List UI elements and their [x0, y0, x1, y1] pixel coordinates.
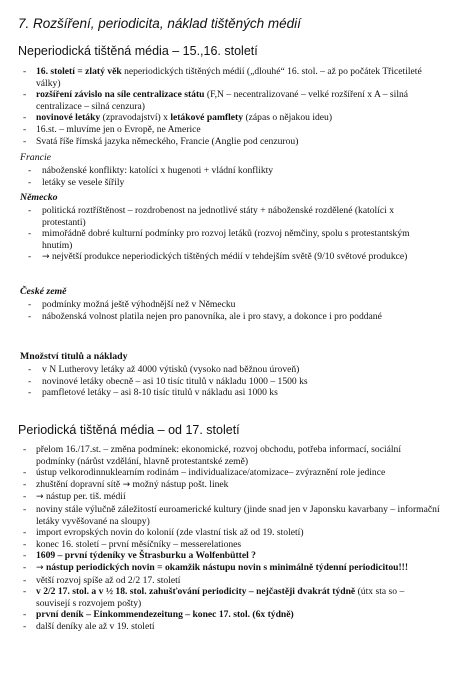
list-item	[20, 491, 440, 504]
list-item	[20, 562, 440, 575]
bold-text: nástup periodických novin = okamžik nástupu novin s minimálně týdenní periodicitou!!!	[43, 561, 409, 573]
item-text: největší produkce neperiodických tištěných médií v tehdejším světě (9/10 světové produkce)	[49, 251, 408, 263]
list-item	[20, 467, 440, 479]
germany-list	[20, 205, 440, 264]
list-item	[20, 586, 440, 609]
item-text: konec 16. století – první měsíčníky – messerelationes	[36, 538, 242, 550]
bold-text: první deník – Einkommendezeitung – konec 17. stol. (6x týdně)	[36, 609, 294, 621]
item-text: (útx sta so – souvisejí s rozvojem pošty)	[36, 586, 405, 609]
item-text: import evropských novin do kolonií (zde vlastní tisk až od 19. století)	[36, 527, 304, 539]
list-item: - náboženské konflikty: katolíci x hugenoti + vládní konflikty	[20, 165, 440, 177]
item-text: větší rozvoj spíše až od 2/2 17. století	[36, 574, 181, 586]
bold-text: letákové pamflety	[170, 112, 244, 124]
bold-text: rozšíření závislo na síle centralizace státu	[36, 89, 205, 101]
page-title: 7. Rozšíření, periodicita, náklad tištěných médií	[18, 16, 301, 31]
item-text: možný nástup pošt. linek	[130, 478, 229, 490]
list-item: - mimořádně dobré kulturní podmínky pro rozvoj letáků (rozvoj němčiny, spolu s protestantským hnutím)	[20, 228, 440, 251]
amounts-list	[20, 364, 440, 399]
list-item	[20, 136, 440, 148]
bold-text: 1609 – první týdeníky ve Štrasburku a Wolfenbüttel ?	[36, 550, 256, 562]
list-item: - politická roztříštěnost – rozdrobenost na jednotlivé státy + náboženské rozdělené (katolíci x protestanti)	[20, 205, 440, 228]
list-item	[20, 575, 440, 587]
periodic-list	[20, 444, 440, 633]
list-item	[20, 124, 440, 136]
list-item	[20, 66, 440, 89]
item-text: zhuštění dopravní sítě	[36, 478, 123, 490]
subheading-germany: Německo	[20, 192, 58, 203]
list-item	[20, 444, 440, 467]
list-item: - novinové letáky obecně – asi 10 tisíc titulů v nákladu 1000 – 1500 ks	[20, 376, 440, 388]
item-text: neperiodických tištěných médií („dlouhé“ 16. stol. – až po počátek Třicetileté války)	[36, 66, 422, 89]
nonperiodic-list	[20, 66, 440, 147]
item-text: ústup velkorodinnuklearním rodinám – individualizace/atomizace– zvýraznění role jedince	[36, 467, 386, 479]
list-item	[20, 527, 440, 539]
subheading-france: Francie	[20, 152, 52, 163]
list-item	[20, 112, 440, 124]
arrow-icon: →	[36, 492, 44, 503]
list-item	[20, 609, 440, 621]
list-item	[20, 539, 440, 551]
list-item: - náboženská volnost platila nejen pro panovníka, ale i pro stavy, a dokonce i pro poddané	[20, 311, 440, 323]
bold-text: novinové letáky	[36, 112, 101, 124]
arrow-icon: →	[122, 479, 131, 490]
france-list	[20, 165, 440, 188]
list-item	[20, 621, 440, 633]
list-item: - letáky se vesele šířily	[20, 177, 440, 189]
subheading-amounts: Množství titulů a náklady	[20, 351, 128, 362]
item-text: další deníky ale až v 19. století	[36, 620, 155, 632]
bold-text: v 2/2 17. stol. a v ½ 18. stol. zahušťování periodicity – nejčastěji dvakrát týdně	[36, 586, 356, 598]
item-text: 16.st. – mluvíme jen o Evropě, ne Americe	[36, 123, 201, 135]
item-text: (F,N – necentralizované – velké rozšíření x A – silná centralizace – silná cenzura)	[36, 89, 409, 112]
section-heading-nonperiodic: Neperiodická tištěná média – 15.,16. století	[18, 44, 258, 58]
list-item	[20, 89, 440, 112]
bold-text: 16. století = zlatý věk	[36, 66, 122, 77]
item-text: přelom 16./17.st. – změna podmínek: ekonomické, rozvoj obchodu, potřeba informací, sociální podmínky (nárůst vzdělání, hlavně protestantské země)	[36, 444, 402, 467]
arrow-icon: →	[36, 562, 44, 573]
item-text: nástup per. tiš. médií	[43, 491, 126, 503]
czech-list	[20, 299, 440, 322]
item-text: noviny stále výlučně záležitostí euroamerické kultury (jinde snad jen v Japonsku kavarbany – informační letáky vyvěšované na sloupy)	[36, 503, 440, 527]
list-item	[20, 504, 440, 527]
subheading-czech: České země	[20, 286, 67, 297]
list-item	[20, 550, 440, 562]
item-text: (zpravodajství) x	[100, 112, 171, 124]
list-item	[20, 479, 440, 492]
section-heading-periodic: Periodická tištěná média – od 17. století	[18, 423, 240, 437]
list-item: - v N Lutherovy letáky až 4000 výtisků (vysoko nad běžnou úroveň)	[20, 364, 440, 376]
list-item	[20, 251, 440, 264]
arrow-icon: →	[42, 252, 50, 263]
list-item: - podmínky možná ještě výhodnější než v Německu	[20, 299, 440, 311]
item-text: Svatá říše římská jazyka německého, Francie (Anglie pod cenzurou)	[36, 135, 299, 147]
item-text: (zápas o nějakou ideu)	[243, 112, 333, 124]
list-item: - pamfletové letáky – asi 8-10 tisíc titulů v nákladu asi 1000 ks	[20, 387, 440, 399]
